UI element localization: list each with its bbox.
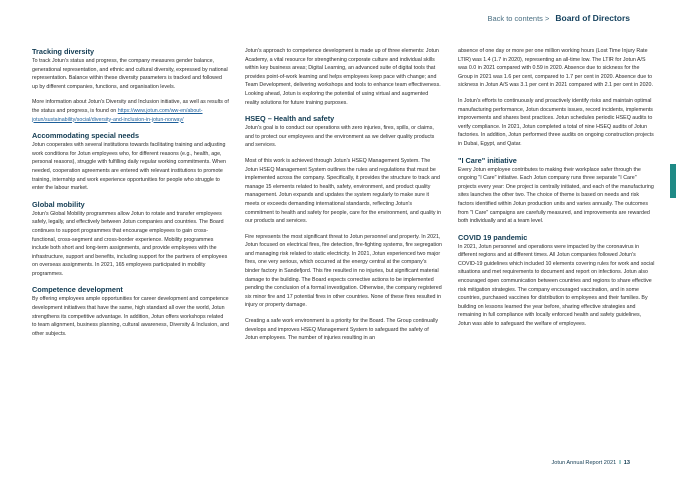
page-footer xyxy=(552,460,631,466)
column-middle xyxy=(245,47,442,350)
heading-i-care: "I Care" initiative xyxy=(458,155,517,165)
heading-covid: COVID 19 pandemic xyxy=(458,232,528,242)
section-title[interactable]: Board of Directors xyxy=(555,13,630,23)
paragraph-safe-work: Creating a safe work environment is a priority for the Board. The Group continually develops and improves HSEQ Management System to safeguard the safety of Jotun employees. The number of injuries resulting in an xyxy=(245,318,439,342)
diversity-info-text: More information about Jotun's Diversity and Inclusion initiative, as well as results of the status and progress, is found on xyxy=(32,99,229,114)
column-right xyxy=(458,47,655,336)
report-title: Jotun Annual Report 2021 xyxy=(551,460,617,466)
paragraph-global-mobility: Jotun's Global Mobility programmes allow Jotun to rotate and transfer employees safely, legally, and effectively between Jotun companies and countries. The Board continues to support programmes that encourage employees to gain cross-functional, cross-segment and cross-border experience. Mobility programmes include both short and long-term assignments, and provide employees with the infrastructure, support and benefits, including support for the partners of employees on overseas assignments. In 2021, 165 employees participated in mobility programmes. xyxy=(32,210,228,277)
paragraph-special-needs: Jotun cooperates with several institutions towards facilitating training and adjusting work conditions for Jotun employees who, for different reasons (e.g., health, age, personal reasons), struggle with fulfilling daily regular working commitments. When needed, cooperation agreements are entered with relevant institutions to promote training, internship and work experience opportunities for people who struggle to enter the labour market. xyxy=(32,142,227,192)
paragraph-diversity-info xyxy=(32,98,229,124)
paragraph-ltir: absence of one day or more per one million working hours (Lost Time Injury Rate LTIR) was 1.4 (1.7 in 2020), representing an all-time low. The LTIR for Jotun A/S was 0.0 in 2021 compared with 0.59 in 2020. Absence due to sickness for the Group in 2021 was 1.6 per cent, compared to 1.7 per cent in 2020. Absence due to sickness in Jotun A/S was 3.1 per cent in 2021 compared with 2.1 per cent in 2020. xyxy=(458,48,653,89)
column-left xyxy=(32,47,229,345)
heading-hseq: HSEQ – Health and safety xyxy=(245,114,335,124)
top-navigation xyxy=(487,13,630,23)
footer-separator: I xyxy=(619,460,621,466)
side-tab-marker xyxy=(670,164,676,198)
heading-global-mobility: Global mobility xyxy=(32,199,85,209)
paragraph-tracking-diversity: To track Jotun's status and progress, the company measures gender balance, generational representation, and ethnic and cultural diversity, expressed by national representation. Balance within these diversity parameters is tracked and followed up by different companies, functions, and organisation levels. xyxy=(32,58,228,90)
paragraph-i-care: Every Jotun employee contributes to making their workplace safer through the ongoing "I Care" initiative. Each Jotun company runs three separate "I Care" projects every year: One project is centrally initiated, and each of the manufacturing sites launches the other two. The choice of theme is based on needs and risk factors identified within Jotun production units and varies annually. The outcomes from "I Care" campaigns are carefully measured, and improvements are rewarded both individually and at a team level. xyxy=(458,166,654,225)
back-to-contents-link[interactable]: Back to contents > xyxy=(487,14,550,23)
paragraph-hseq-goal: Jotun's goal is to conduct our operations with zero injuries, fires, spills, or claims, and to protect our employees and the environment as we deliver quality products and services. xyxy=(245,125,435,149)
paragraph-fire: Fire represents the most significant threat to Jotun personnel and property. In 2021, Jotun focused on electrical fires, fire detection, fire-fighting systems, fire segregation and managing risk related to static electricity. In 2021, Jotun experienced two major fires, one very serious, which occurred at the energy central at the company's binder factory in Sandefjord. This fire resulted in no injuries, but significant material damage to the building. The Board expects corrective actions to be implemented pending the conclusion of a formal investigation. Otherwise, the company registered six minor fire and 17 potential fires in other countries. None of these fires resulted in injury or property damage. xyxy=(245,233,442,309)
diversity-link[interactable]: https://www.jotun.com/ww-en/about-jotun/sustainability/social/diversity-and-inclusion-in-jotun-norway/ xyxy=(32,107,203,123)
paragraph-audits: In Jotun's efforts to continuously and proactively identify risks and maintain optimal manufacturing performance, Jotun documents issues, record incidents, implements improvements and shares best practices. Jotun schedules periodic HSEQ audits to verify compliance. In 2021, Jotun completed a total of nine HSEQ audits of Jotun factories. In addition, Jotun performed three audits on ongoing construction projects in Dubai, Egypt, and Qatar. xyxy=(458,97,654,147)
heading-special-needs: Accommodating special needs xyxy=(32,131,140,141)
paragraph-hseq-system: Most of this work is achieved through Jotun's HSEQ Management System. The Jotun HSEQ Management System outlines the rules and regulations that must be implemented across the company. Specifically, it provides the structure to track and manage 15 elements related to health, safety, environment, and product quality management. Jotun expands and updates the system regularly to make sure it meets or exceeds demanding international standards, reflecting Jotun's commitment to health and safety for people, care for the environment, and quality in our products and services. xyxy=(245,157,442,225)
heading-competence-development: Competence development xyxy=(32,285,123,295)
paragraph-competence-approach: Jotun's approach to competence development is made up of three elements: Jotun Academy, a vital resource for strengthening corporate culture and individual skills within key business areas; Digital Learning, an advanced suite of digital tools that provides point-of-work learning and helps employees keep pace with change; and Team Development, delivering workshops and tools to enhance team effectiveness. Looking ahead, Jotun is exploring the potential of using virtual and augmented reality solutions for future training purposes. xyxy=(245,48,441,106)
heading-tracking-diversity: Tracking diversity xyxy=(32,47,95,56)
page-number: 13 xyxy=(623,460,630,466)
paragraph-competence-development: By offering employees ample opportunities for career development and competence development initiatives that have the same, high standard all over the world, Jotun strengthens its competitive advantage. In addition, Jotun offers workshops related to team alignment, business planning, cultural awareness, Diversity & Inclusion, and other subjects. xyxy=(32,296,229,337)
paragraph-covid: In 2021, Jotun personnel and operations were impacted by the coronavirus in different regions and at different times. All Jotun companies followed Jotun's COVID-19 guidelines which included 10 elements covering rules for work and social situations and met requirements to document and report on infections. Jotun also encouraged open communication between countries and regions to share effective risk mitigation strategies. The company encouraged vaccination, and in some countries, purchased vaccines for distribution to employees and their families. By building on lessons learned the year before, sharing effective strategies and remaining in full compliance with locally enforced health and safety guidelines, Jotun was able to safeguard the welfare of employees. xyxy=(458,243,655,328)
